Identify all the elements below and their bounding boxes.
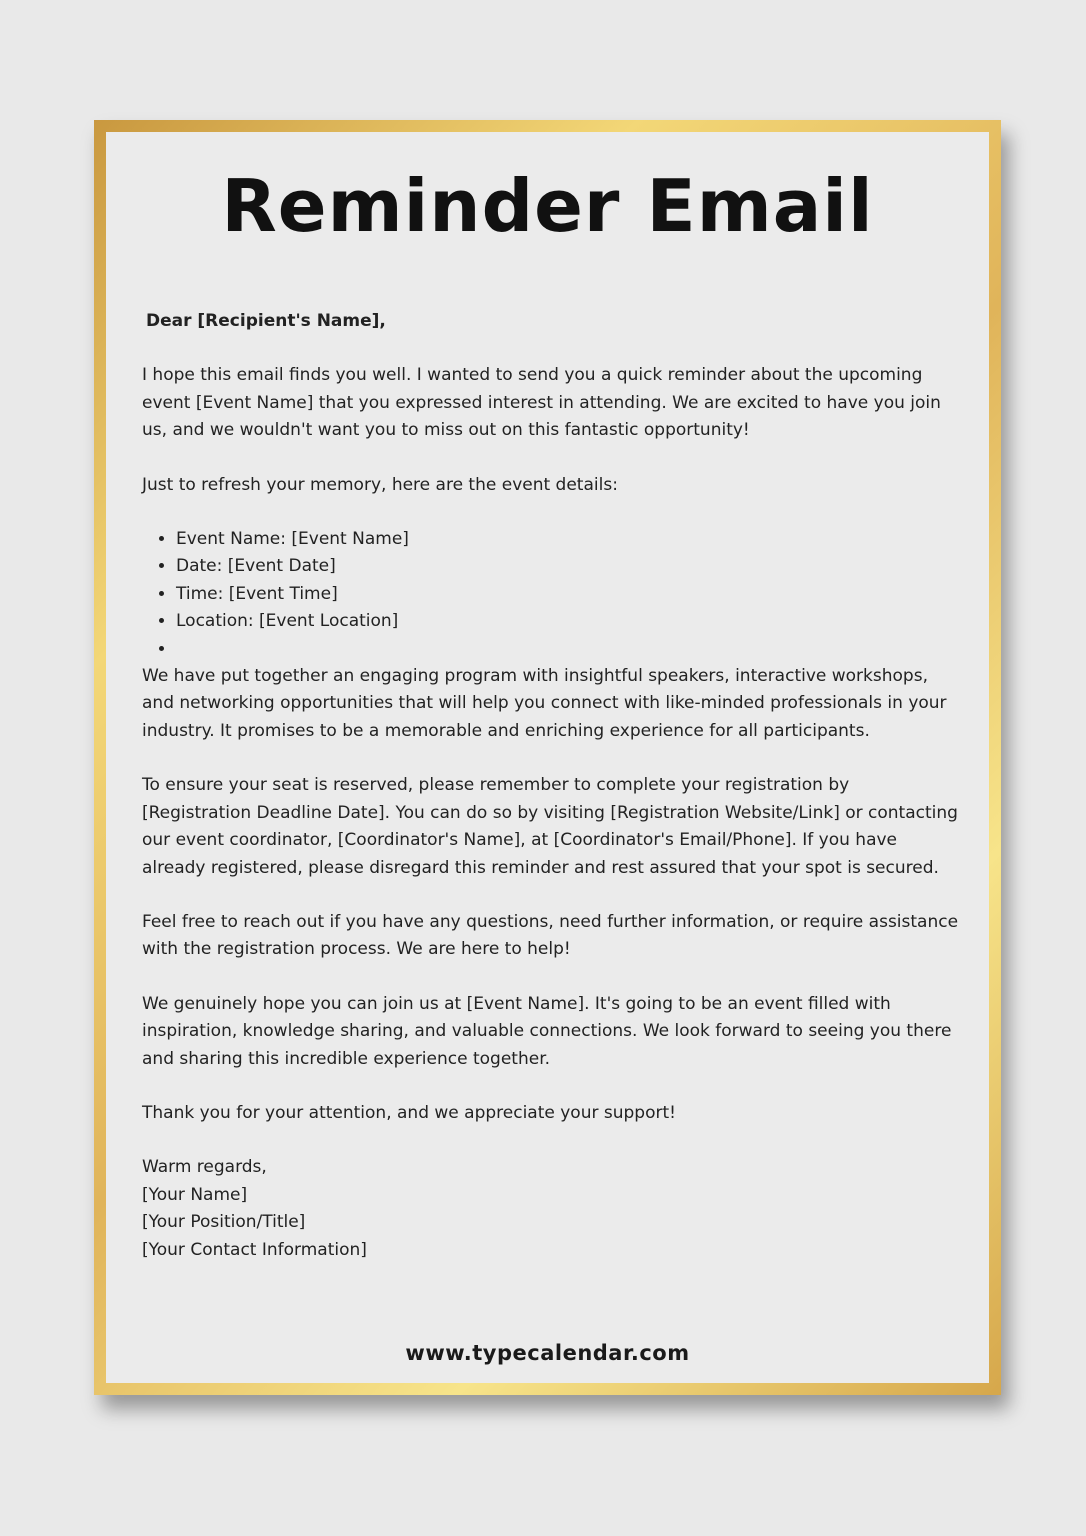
list-item: • Date: [Event Date] [176, 553, 962, 580]
questions-paragraph: Feel free to reach out if you have any questions, need further information, or require assistance with the registration process. We are here to help! [142, 911, 959, 960]
signoff-name: [Your Name] [142, 1184, 248, 1205]
letter-sheet [106, 132, 989, 1383]
thanks-paragraph: Thank you for your attention, and we appreciate your support! [142, 1102, 676, 1123]
signoff-closing: Warm regards, [142, 1157, 267, 1178]
signoff-contact: [Your Contact Information] [142, 1239, 367, 1260]
gold-frame [94, 120, 1001, 1395]
program-paragraph: We have put together an engaging program with insightful speakers, interactive workshops, and networking opportunities that will help you connect with like-minded professionals in your industry. It promises to be a memorable and enriching experience for all participants. [142, 666, 947, 741]
footer-website: www.typecalendar.com [405, 1341, 690, 1365]
list-item: • Location: [Event Location] [176, 608, 962, 635]
list-item: • Time: [Event Time] [176, 581, 962, 608]
list-item [176, 636, 962, 663]
list-item: • Event Name: [Event Name] [176, 526, 962, 553]
registration-paragraph: To ensure your seat is reserved, please remember to complete your registration by [Registration Deadline Date]. You can do so by visiting [Registration Website/Link] or contacting our event coordinator, [Coordinator's Name], at [Coordinator's Email/Phone]. If you have already registered, please disregard this reminder and rest assured that your spot is secured. [142, 775, 958, 878]
intro-paragraph: I hope this email finds you well. I wanted to send you a quick reminder about the upcoming event [Event Name] that you expressed interest in attending. We are excited to have you join us, and we wouldn't want you to miss out on this fantastic opportunity! [142, 365, 941, 441]
signoff-position: [Your Position/Title] [142, 1212, 306, 1233]
signoff [142, 1154, 962, 1264]
event-details-list [142, 526, 962, 663]
hope-paragraph: We genuinely hope you can join us at [Event Name]. It's going to be an event filled with inspiration, knowledge sharing, and valuable connections. We look forward to seeing you there and sharing this incredible experience together. [142, 993, 952, 1069]
greeting: Dear [Recipient's Name], [146, 311, 386, 331]
details-lead: Just to refresh your memory, here are the event details: [142, 474, 618, 495]
document-title: Reminder Email [221, 164, 874, 248]
letter-body [142, 308, 962, 1264]
